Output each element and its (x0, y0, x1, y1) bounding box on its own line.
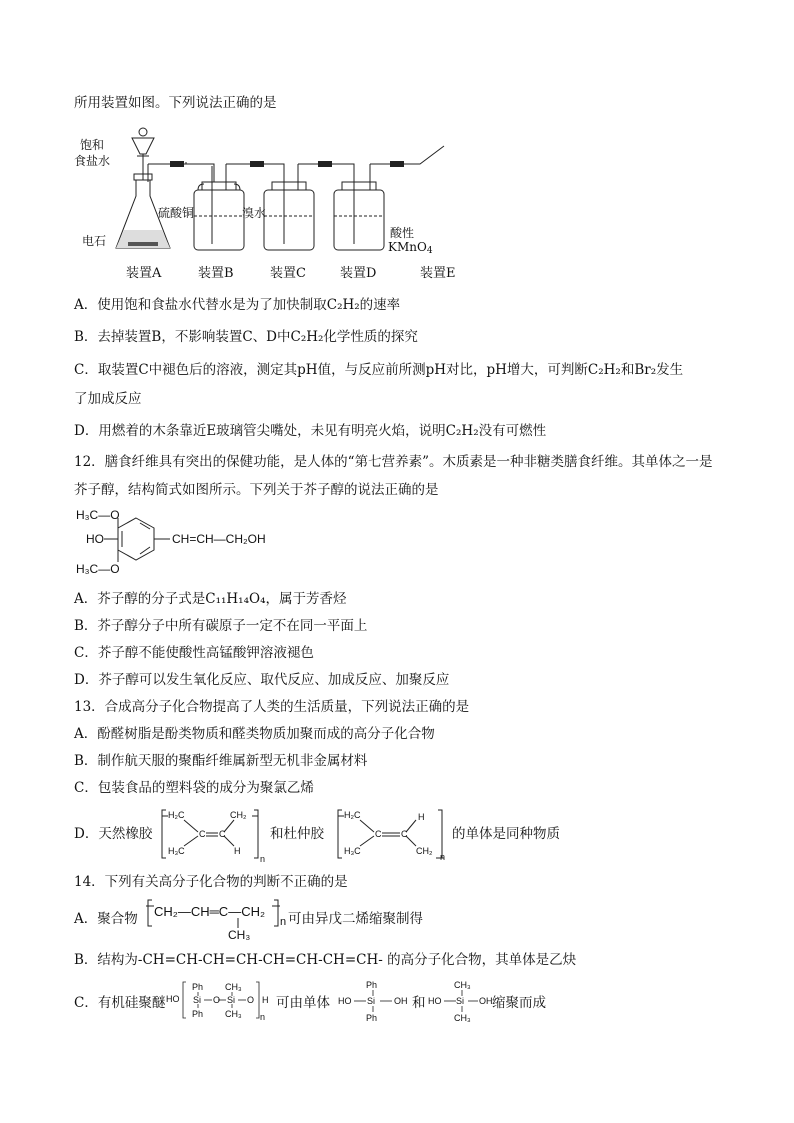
r1-h3c: H₃C (168, 846, 185, 856)
struct-bottom-methoxy: H₃C—O (76, 562, 120, 576)
monomer2-ch3-bottom: CH₃ (454, 1013, 471, 1023)
q12-stem-line1: 12．膳食纤维具有突出的保健功能，是人体的“第七营养素”。木质素是一种非糖类膳食纤维。其单体之一是 (74, 454, 713, 470)
r2-ch2: CH₂ (416, 846, 433, 856)
q13-option-b: B．制作航天服的聚酯纤维属新型无机非金属材料 (74, 753, 368, 769)
silicone-ch3-top: CH₃ (225, 982, 242, 992)
r1-c2: C (219, 829, 226, 839)
q14-option-c-prefix: C．有机硅聚醚 (74, 995, 166, 1011)
monomer2-si: Si (456, 996, 465, 1006)
silicone-n: n (260, 1012, 266, 1022)
silicone-ph-top: Ph (192, 982, 204, 992)
caption-a: 装置A (126, 266, 162, 281)
q14-option-c-middle: 可由单体 (276, 995, 330, 1011)
q13-stem: 13．合成高分子化合物提高了人类的生活质量，下列说法正确的是 (74, 699, 470, 715)
q12-option-b: B．芥子醇分子中所有碳原子一定不在同一平面上 (74, 618, 368, 634)
r2-h3c: H₃C (344, 846, 361, 856)
intro-text: 所用装置如图。下列说法正确的是 (74, 95, 277, 111)
struct-top-methoxy: H₃C—O (76, 508, 120, 522)
silicone-polymer-structure (166, 978, 272, 1024)
q13-option-d-prefix: D．天然橡胶 (74, 826, 153, 842)
silicone-end-ho: HO (166, 994, 180, 1004)
dimethylsilanediol-structure (426, 976, 494, 1026)
silicone-si-1: Si (193, 995, 202, 1005)
silicone-o-1: O (213, 995, 221, 1005)
polyisoprene-n: n (280, 916, 287, 928)
q11-option-c-line2: 了加成反应 (74, 391, 142, 407)
r2-n: n (440, 852, 446, 862)
label-brine-1: 饱和 (80, 138, 105, 152)
q13-option-d-suffix: 的单体是同种物质 (452, 826, 560, 842)
q11-option-c-line1: C．取装置C中褪色后的溶液，测定其pH值，与反应前所测pH对比，pH增大，可判断C₂H₂和Br₂发生 (74, 362, 684, 378)
diphenylsilanediol-structure (336, 976, 410, 1026)
sinapyl-alcohol-structure (74, 506, 294, 580)
struct-side-chain: CH=CH—CH₂OH (172, 532, 266, 546)
q12-stem-line2: 芥子醇，结构简式如图所示。下列关于芥子醇的说法正确的是 (74, 482, 439, 498)
silicone-si-2: Si (227, 995, 236, 1005)
natural-rubber-structure (160, 806, 266, 864)
struct-hydroxyl: HO (86, 532, 104, 546)
r2-h2c: H₂C (344, 810, 361, 820)
q11-option-d: D．用燃着的木条靠近E玻璃管尖嘴处，未见有明亮火焰，说明C₂H₂没有可燃性 (74, 423, 547, 439)
label-kmno4-1: 酸性 (390, 226, 415, 240)
q13-option-a: A．酚醛树脂是酚类物质和醛类物质加聚而成的高分子化合物 (74, 726, 435, 742)
r1-n: n (260, 854, 266, 864)
caption-b: 装置B (198, 266, 234, 281)
monomer1-si: Si (367, 996, 376, 1006)
polyisoprene-structure (146, 898, 296, 942)
q14-option-c-suffix: 缩聚而成 (492, 995, 546, 1011)
r1-h2c: H₂C (168, 810, 185, 820)
monomer1-oh: OH (394, 996, 408, 1006)
q14-stem: 14．下列有关高分子化合物的判断不正确的是 (74, 874, 348, 890)
monomer1-ph-bottom: Ph (366, 1013, 378, 1023)
r1-ch2: CH₂ (230, 810, 247, 820)
r1-h: H (234, 846, 241, 856)
label-brine-2: 食盐水 (74, 154, 111, 168)
monomer2-ho: HO (428, 996, 442, 1006)
q14-option-c-and: 和 (412, 995, 426, 1011)
monomer2-oh: OH (479, 996, 493, 1006)
r2-c2: C (401, 829, 408, 839)
q14-option-b: B．结构为-CH=CH-CH=CH-CH=CH-CH=CH- 的高分子化合物，其单体是乙炔 (74, 952, 577, 968)
r2-c1: C (375, 829, 382, 839)
q12-option-c: C．芥子醇不能使酸性高锰酸钾溶液褪色 (74, 645, 314, 661)
polyisoprene-chain: CH₂—CH═C—CH₂ (154, 904, 266, 919)
monomer1-ph-top: Ph (366, 980, 378, 990)
q12-option-d: D．芥子醇可以发生氧化反应、取代反应、加成反应、加聚反应 (74, 672, 450, 688)
monomer1-ho: HO (338, 996, 352, 1006)
q12-option-a: A．芥子醇的分子式是C₁₁H₁₄O₄，属于芳香烃 (74, 591, 347, 607)
monomer2-ch3-top: CH₃ (454, 980, 471, 990)
polyisoprene-methyl: CH₃ (228, 928, 251, 942)
q14-option-a-prefix: A．聚合物 (74, 911, 138, 927)
label-kmno4-2: KMnO$_4$ (388, 240, 433, 256)
r1-c1: C (199, 829, 206, 839)
q14-option-a-suffix: 可由异戊二烯缩聚制得 (288, 911, 423, 927)
caption-e: 装置E (420, 266, 456, 281)
q13-option-c: C．包装食品的塑料袋的成分为聚氯乙烯 (74, 780, 314, 796)
apparatus-figure (74, 118, 474, 288)
q11-option-b: B．去掉装置B，不影响装置C、D中C₂H₂化学性质的探究 (74, 329, 418, 345)
q13-option-d-middle: 和杜仲胶 (270, 826, 324, 842)
silicone-ch3-bottom: CH₃ (225, 1009, 242, 1019)
silicone-end-h: H (262, 995, 269, 1005)
label-bromine: 溴水 (242, 206, 267, 220)
silicone-o-2: O (247, 995, 255, 1005)
label-carbide: 电石 (82, 234, 107, 248)
label-cuso4: 硫酸铜 (158, 206, 195, 220)
silicone-ph-bottom: Ph (192, 1009, 204, 1019)
caption-c: 装置C (270, 266, 306, 281)
q11-option-a: A．使用饱和食盐水代替水是为了加快制取C₂H₂的速率 (74, 297, 401, 313)
r2-h: H (418, 812, 425, 822)
caption-d: 装置D (340, 266, 377, 281)
gutta-percha-structure (336, 806, 448, 864)
